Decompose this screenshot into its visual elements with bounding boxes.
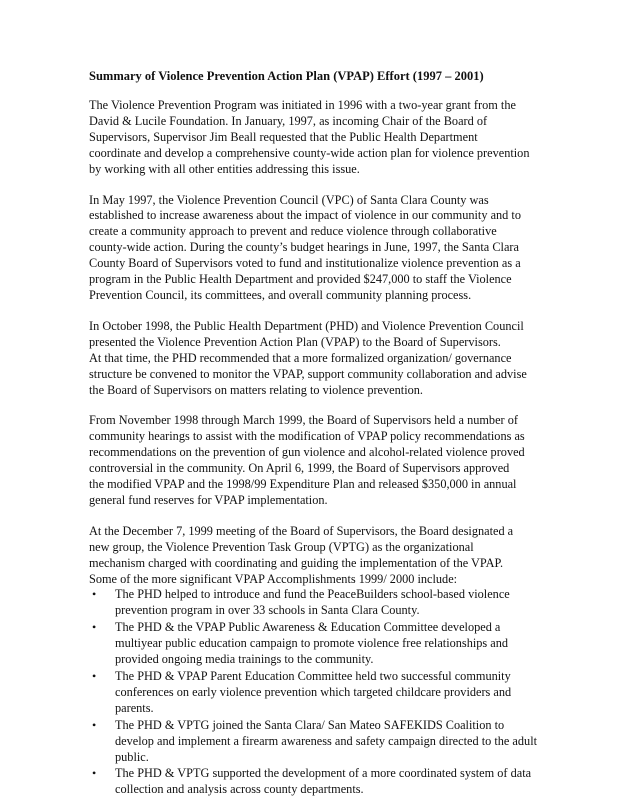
text-line: established to increase awareness about the impact of violence in our community and to	[89, 208, 521, 223]
text-line: recommendations on the prevention of gun violence and alcohol-related violence proved	[89, 445, 525, 460]
text-line: The PHD & VPTG joined the Santa Clara/ San Mateo SAFEKIDS Coalition to	[115, 717, 505, 732]
text-line: The PHD & VPAP Parent Education Committee held two successful community	[115, 669, 511, 683]
text-line: coordinate and develop a comprehensive county-wide action plan for violence prevention	[89, 145, 530, 160]
bullet-icon: •	[92, 669, 97, 683]
text-line: community hearings to assist with the modification of VPAP policy recommendations as	[89, 429, 525, 444]
text-line: the Board of Supervisors on matters relating to violence prevention.	[89, 382, 423, 397]
text-line: Prevention Council, its committees, and overall community planning process.	[89, 287, 472, 302]
text-line: The Violence Prevention Program was initiated in 1996 with a two-year grant from the	[89, 98, 516, 112]
text-line: structure be convened to monitor the VPAP, support community collaboration and advise	[89, 366, 527, 381]
text-line: County Board of Supervisors voted to fund and institutionalize violence prevention as a	[89, 256, 521, 271]
paragraph-community-hearings	[89, 413, 525, 508]
text-line: new group, the Violence Prevention Task Group (VPTG) as the organizational	[89, 539, 474, 554]
paragraph-vpc-established	[89, 192, 521, 304]
text-line: parents.	[115, 700, 154, 715]
text-line: The PHD & the VPAP Public Awareness & Education Committee developed a	[115, 620, 501, 635]
text-line: public.	[115, 749, 149, 764]
bullet-icon: •	[92, 766, 97, 781]
text-line: At the December 7, 1999 meeting of the Board of Supervisors, the Board designated a	[89, 523, 514, 538]
list-item	[89, 620, 514, 668]
text-line: create a community approach to prevent and reduce violence through collaborative	[89, 224, 497, 239]
bullet-icon: •	[92, 620, 97, 635]
bullet-icon: •	[92, 587, 97, 602]
bullet-icon: •	[92, 717, 97, 732]
text-line: Supervisors, Supervisor Jim Beall requested that the Public Health Department	[89, 129, 478, 144]
text-line: county-wide action. During the county’s budget hearings in June, 1997, the Santa Clara	[89, 240, 519, 255]
text-line: From November 1998 through March 1999, the Board of Supervisors held a number of	[89, 413, 518, 428]
text-line: collection and analysis across county departments.	[115, 782, 364, 797]
paragraph-vptg-designated	[89, 524, 514, 588]
text-line: program in the Public Health Department and provided $247,000 to staff the Violence	[89, 272, 512, 287]
text-line: At that time, the PHD recommended that a more formalized organization/ governance	[89, 350, 512, 365]
text-line: In May 1997, the Violence Prevention Council (VPC) of Santa Clara County was	[89, 192, 489, 207]
text-line: multiyear public education campaign to promote violence free relationships and	[115, 636, 509, 651]
text-line: Some of the more significant VPAP Accomplishments 1999/ 2000 include:	[89, 571, 458, 586]
paragraph-vpap-presented	[89, 318, 527, 399]
text-line: The PHD helped to introduce and fund the PeaceBuilders school-based violence	[115, 587, 510, 602]
document-body	[89, 68, 538, 799]
list-item	[89, 587, 514, 619]
text-line: the modified VPAP and the 1998/99 Expenditure Plan and released $350,000 in annual	[89, 477, 517, 492]
text-line: by working with all other entities addressing this issue.	[89, 161, 360, 176]
text-line: presented the Violence Prevention Action Plan (VPAP) to the Board of Supervisors.	[89, 334, 501, 349]
text-line: provided ongoing media trainings to the community.	[115, 652, 374, 667]
text-line: In October 1998, the Public Health Department (PHD) and Violence Prevention Council	[89, 318, 524, 333]
text-line: general fund reserves for VPAP implementation.	[89, 492, 328, 507]
text-line: develop and implement a firearm awareness and safety campaign directed to the adult	[115, 733, 538, 748]
document-title: Summary of Violence Prevention Action Plan (VPAP) Effort (1997 – 2001)	[89, 69, 484, 83]
paragraph-program-initiation	[89, 98, 530, 178]
text-line: mechanism charged with coordinating and guiding the implementation of the VPAP.	[89, 555, 504, 570]
list-item	[89, 717, 538, 766]
list-item	[89, 766, 532, 798]
text-line: controversial in the community. On April 6, 1999, the Board of Supervisors approved	[89, 461, 510, 476]
text-line: David & Lucile Foundation. In January, 1997, as incoming Chair of the Board of	[89, 113, 488, 128]
text-line: prevention program in over 33 schools in Santa Clara County.	[115, 603, 420, 618]
accomplishments-list	[89, 587, 538, 798]
text-line: conferences on early violence prevention which targeted childcare providers and	[115, 684, 512, 699]
text-line: The PHD & VPTG supported the development of a more coordinated system of data	[115, 766, 532, 781]
list-item	[89, 669, 514, 717]
